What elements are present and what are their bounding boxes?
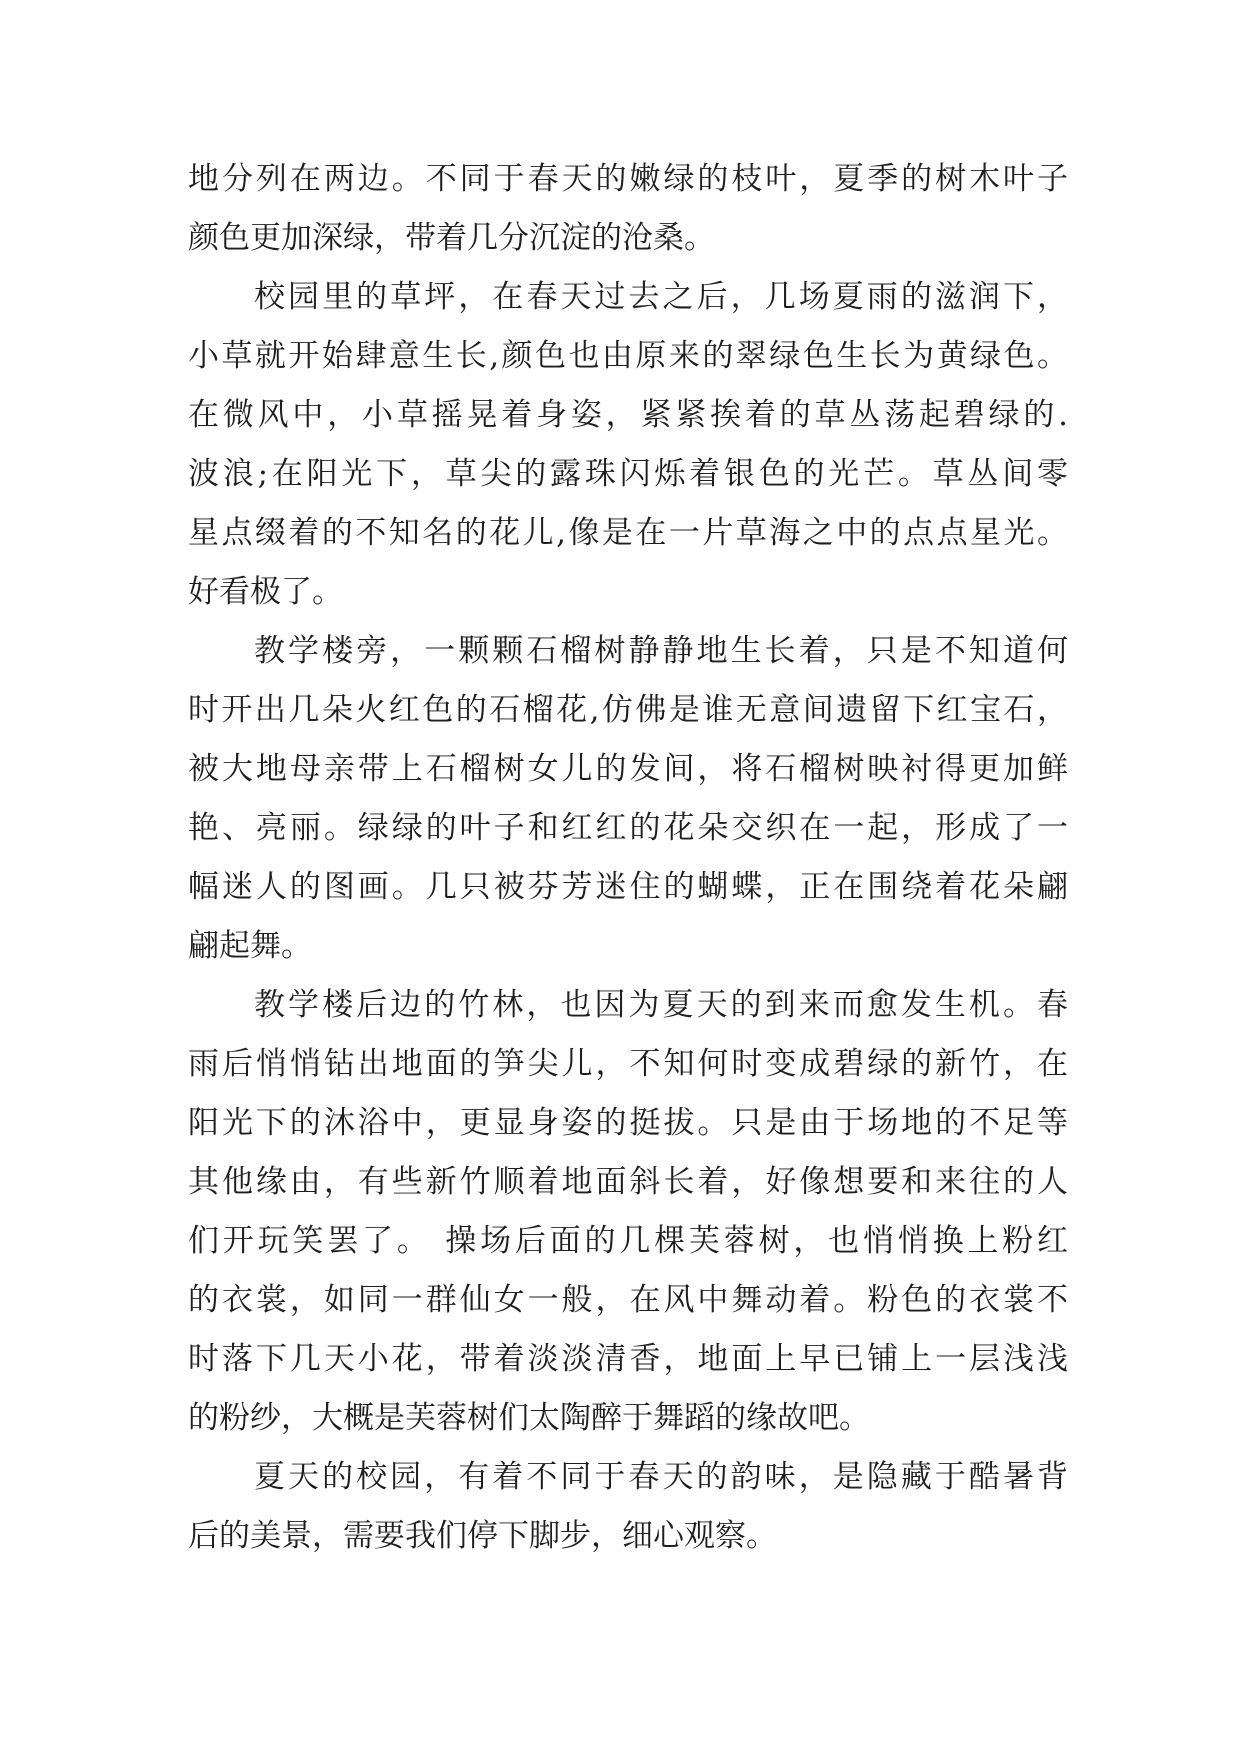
text-line: 夏天的校园，有着不同于春天的韵味，是隐藏于酷暑背 [254, 1459, 1068, 1495]
paragraph [188, 622, 1068, 976]
text-line: 被大地母亲带上石榴树女儿的发间，将石榴树映衬得更加鲜 [188, 751, 1068, 787]
text-line: 颜色更加深绿，带着几分沉淀的沧桑。 [188, 220, 715, 256]
text-line: 校园里的草坪，在春天过去之后，几场夏雨的滋润下， [254, 279, 1068, 315]
text-line: 教学楼后边的竹林，也因为夏天的到来而愈发生机。春 [254, 987, 1068, 1023]
paragraph [188, 1448, 1068, 1566]
text-line: 星点缀着的不知名的花儿,像是在一片草海之中的点点星光。 [188, 515, 1068, 551]
text-line: 时落下几天小花，带着淡淡清香，地面上早已铺上一层浅浅 [188, 1341, 1068, 1377]
text-line: 的衣裳，如同一群仙女一般，在风中舞动着。粉色的衣裳不 [188, 1282, 1068, 1318]
paragraph [188, 976, 1068, 1448]
essay-body [188, 150, 1068, 1566]
text-line: 教学楼旁，一颗颗石榴树静静地生长着，只是不知道何 [254, 633, 1068, 669]
text-line: 幅迷人的图画。几只被芬芳迷住的蝴蝶，正在围绕着花朵翩 [188, 869, 1068, 905]
paragraph [188, 150, 1068, 268]
text-line: 好看极了。 [188, 574, 343, 610]
text-line: 波浪;在阳光下，草尖的露珠闪烁着银色的光芒。草丛间零 [188, 456, 1068, 492]
text-line: 时开出几朵火红色的石榴花,仿佛是谁无意间遗留下红宝石， [188, 692, 1068, 728]
text-line: 们开玩笑罢了。 操场后面的几棵芙蓉树，也悄悄换上粉红 [188, 1223, 1068, 1259]
text-line: 艳、亮丽。绿绿的叶子和红红的花朵交织在一起，形成了一 [188, 810, 1068, 846]
text-line: 翩起舞。 [188, 928, 312, 964]
text-line: 地分列在两边。不同于春天的嫩绿的枝叶，夏季的树木叶子 [188, 161, 1068, 197]
text-line: 雨后悄悄钻出地面的笋尖儿，不知何时变成碧绿的新竹，在 [188, 1046, 1068, 1082]
text-line: 其他缘由，有些新竹顺着地面斜长着，好像想要和来往的人 [188, 1164, 1068, 1200]
paragraph [188, 268, 1068, 622]
text-line: 在微风中，小草摇晃着身姿，紧紧挨着的草丛荡起碧绿的. [188, 397, 1068, 433]
text-line: 的粉纱，大概是芙蓉树们太陶醉于舞蹈的缘故吧。 [188, 1400, 870, 1436]
text-line: 阳光下的沐浴中，更显身姿的挺拔。只是由于场地的不足等 [188, 1105, 1068, 1141]
text-line: 小草就开始肆意生长,颜色也由原来的翠绿色生长为黄绿色。 [188, 338, 1068, 374]
text-line: 后的美景，需要我们停下脚步，细心观察。 [188, 1518, 777, 1554]
